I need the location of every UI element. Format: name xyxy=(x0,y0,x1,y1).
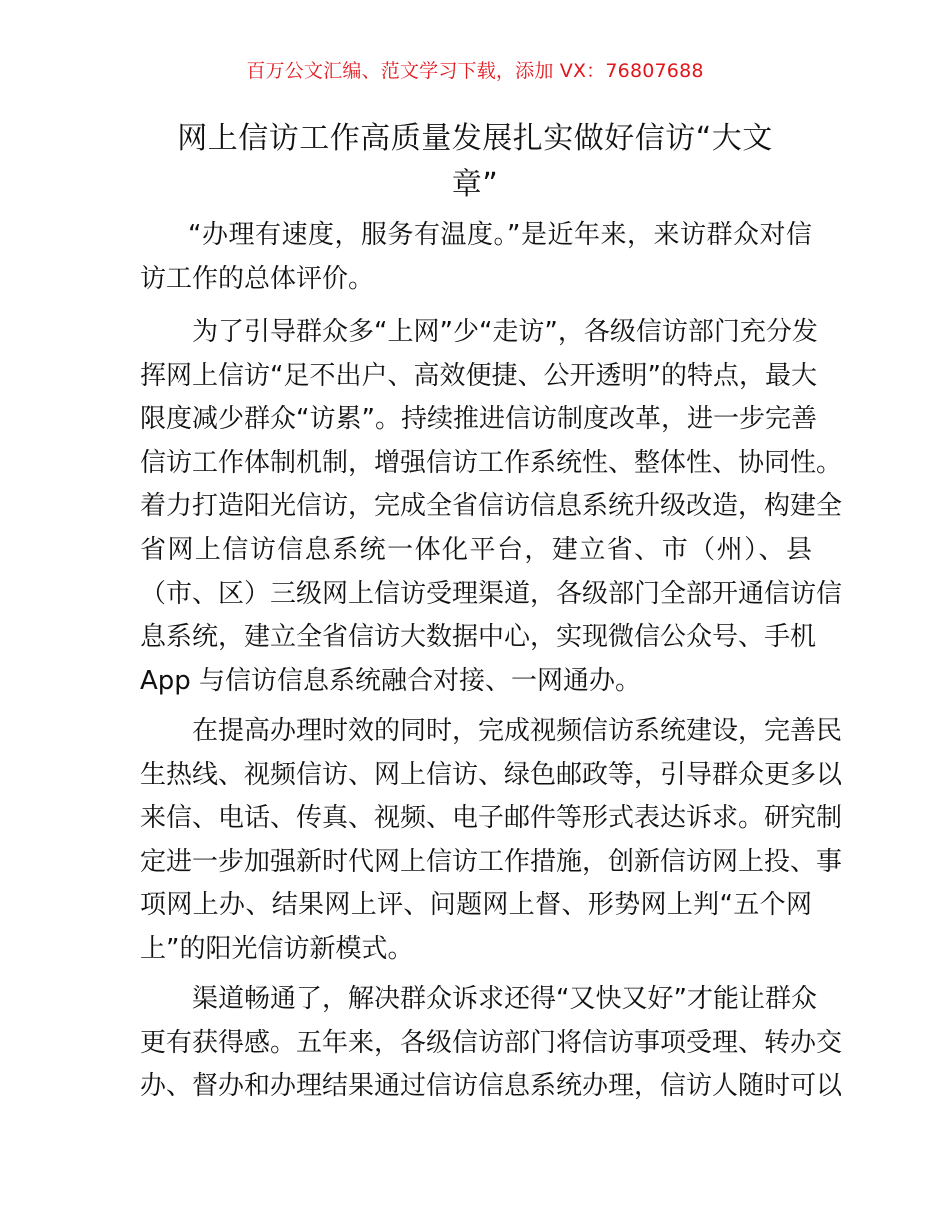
paragraph-1 xyxy=(140,214,812,301)
text-line: 项网上办、结果网上评、问题网上督、形势网上判“五个网 xyxy=(140,890,812,921)
paragraph-2 xyxy=(140,311,843,703)
text-line: 着力打造阳光信访，完成全省信访信息系统升级改造，构建全 xyxy=(140,491,843,522)
text-line: 在提高办理时效的同时，完成视频信访系统建设，完善民 xyxy=(192,716,843,746)
text-line: 访工作的总体评价。 xyxy=(140,263,375,294)
text-line: 为了引导群众多“上网”少“走访”，各级信访部门充分发 xyxy=(192,317,818,347)
text-line: 挥网上信访“足不出户、高效便捷、公开透明”的特点，最大 xyxy=(140,360,817,391)
text-line: 上”的阳光信访新模式。 xyxy=(140,933,414,964)
text-line: App 与信访信息系统融合对接、一网通办。 xyxy=(140,665,642,696)
text-line: 信访工作体制机制，增强信访工作系统性、整体性、协同性。 xyxy=(140,447,843,478)
text-line: （市、区）三级网上信访受理渠道，各级部门全部开通信访信 xyxy=(140,578,843,609)
paragraph-4 xyxy=(140,978,843,1109)
text-line: 定进一步加强新时代网上信访工作措施，创新信访网上投、事 xyxy=(140,846,843,877)
paragraph-3 xyxy=(140,710,843,972)
document-title xyxy=(140,116,810,208)
text-line: 来信、电话、传真、视频、电子邮件等形式表达诉求。研究制 xyxy=(140,803,843,834)
text-line: 更有获得感。五年来，各级信访部门将信访事项受理、转办交 xyxy=(140,1027,843,1058)
title-line-1: 网上信访工作高质量发展扎实做好信访“大文 xyxy=(177,121,773,156)
title-line-2: 章” xyxy=(451,167,499,202)
text-line: 渠道畅通了，解决群众诉求还得“又快又好”才能让群众 xyxy=(192,984,817,1014)
watermark-banner: 百万公文汇编、范文学习下载，添加 VX：76807688 xyxy=(246,60,704,82)
text-line: 省网上信访信息系统一体化平台，建立省、市（州）、县 xyxy=(140,534,812,565)
text-line: 办、督办和办理结果通过信访信息系统办理，信访人随时可以 xyxy=(140,1071,843,1102)
text-line: 息系统，建立全省信访大数据中心，实现微信公众号、手机 xyxy=(140,622,817,653)
text-line: 限度减少群众“访累”。持续推进信访制度改革，进一步完善 xyxy=(140,404,817,435)
text-line: “办理有速度，服务有温度。”是近年来，来访群众对信 xyxy=(188,220,812,250)
text-line: 生热线、视频信访、网上信访、绿色邮政等，引导群众更多以 xyxy=(140,759,843,790)
